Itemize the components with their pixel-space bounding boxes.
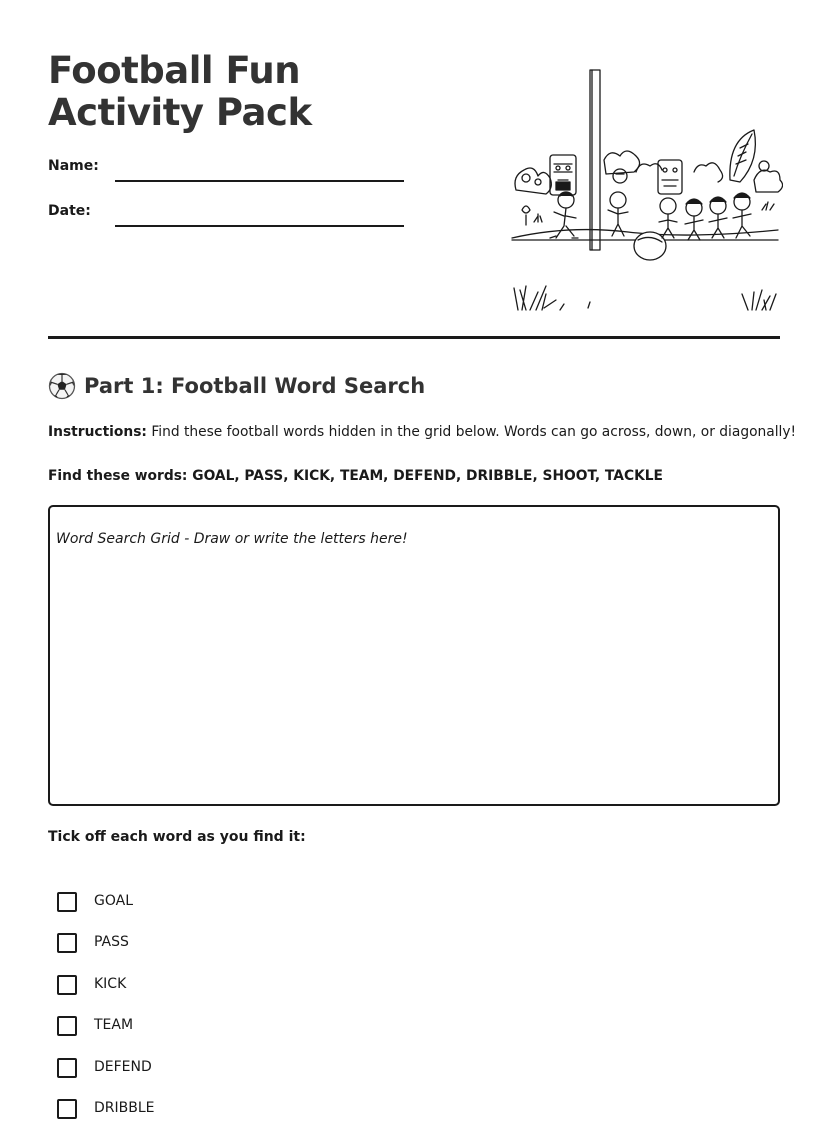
checklist-item <box>57 974 155 1015</box>
soccer-ball-icon <box>48 372 76 400</box>
children-playing-football-illustration <box>508 60 783 320</box>
checklist-item <box>57 1098 155 1139</box>
instructions <box>48 424 797 440</box>
word-label: DRIBBLE <box>94 1099 155 1116</box>
instructions-text: Find these football words hidden in the grid below. Words can go across, down, or diagonally! <box>146 424 797 440</box>
date-field[interactable] <box>48 203 408 233</box>
word-search-grid[interactable] <box>48 505 780 806</box>
section-heading-text: Part 1: Football Word Search <box>84 374 426 398</box>
word-checkbox[interactable] <box>57 933 77 953</box>
section-heading-part1 <box>48 372 425 400</box>
date-label: Date: <box>48 203 91 219</box>
tick-off-heading: Tick off each word as you find it: <box>48 829 306 845</box>
name-label: Name: <box>48 158 99 174</box>
word-label: KICK <box>94 975 127 992</box>
checklist-item <box>57 891 155 932</box>
date-line[interactable] <box>115 225 404 227</box>
find-words-list: Find these words: GOAL, PASS, KICK, TEAM, DEFEND, DRIBBLE, SHOOT, TACKLE <box>48 468 663 484</box>
checklist-item <box>57 1057 155 1098</box>
name-field[interactable] <box>48 158 408 188</box>
word-checkbox[interactable] <box>57 975 77 995</box>
word-checkbox[interactable] <box>57 1016 77 1036</box>
word-checkbox[interactable] <box>57 1058 77 1078</box>
grid-caption: Word Search Grid - Draw or write the letters here! <box>56 531 408 547</box>
checklist-item <box>57 932 155 973</box>
word-label: GOAL <box>94 893 133 909</box>
name-line[interactable] <box>115 180 404 182</box>
word-checklist <box>57 891 155 1139</box>
word-label: DEFEND <box>94 1058 152 1075</box>
instructions-label: Instructions: <box>48 424 147 440</box>
word-label: TEAM <box>94 1017 134 1034</box>
checklist-item <box>57 1015 155 1056</box>
word-checkbox[interactable] <box>57 1099 77 1119</box>
word-checkbox[interactable] <box>57 892 77 912</box>
page-title: Football Fun Activity Pack <box>48 49 312 134</box>
header-divider <box>48 336 780 339</box>
word-label: PASS <box>94 934 129 951</box>
